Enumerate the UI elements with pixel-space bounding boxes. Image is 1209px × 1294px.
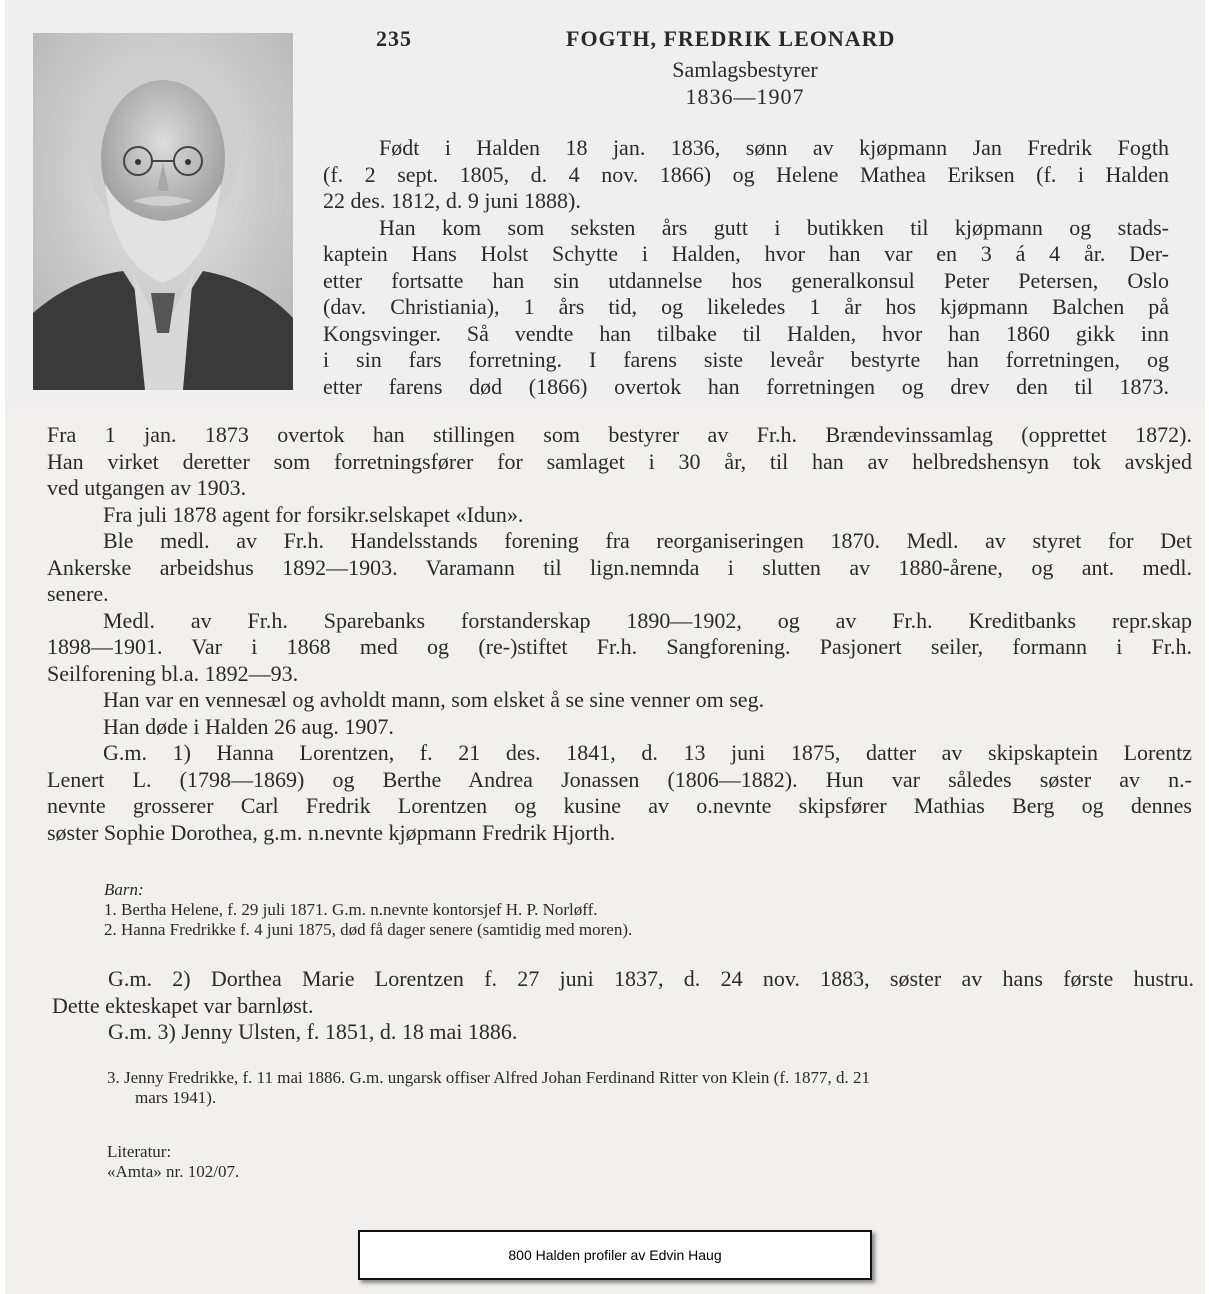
biography-text xyxy=(47,422,1192,846)
text-line: etter farens død (1866) overtok han forretningen og drev den til 1873. xyxy=(323,373,1169,399)
text-line: Fra 1 jan. 1873 overtok han stillingen som bestyrer av Fr.h. Brændevinssamlag (opprettet 1872). xyxy=(47,422,1192,447)
text-line: Han virket deretter som forretningsfører for samlaget i 30 år, til han av helbredshensyn tok avskjed xyxy=(47,448,1192,474)
text-line: G.m. 1) Hanna Lorentzen, f. 21 des. 1841, d. 13 juni 1875, datter av skipskaptein Lorentz xyxy=(103,740,1192,765)
text-line: nevnte grosserer Carl Fredrik Lorentzen og kusine av o.nevnte skipsfører Mathias Berg og dennes xyxy=(47,793,1192,818)
text-line: Fra juli 1878 agent for forsikr.selskapet «Idun». xyxy=(103,501,524,527)
occupation: Samlagsbestyrer xyxy=(672,57,818,82)
text-line: 1898—1901. Var i 1868 med og (re-)stiftet Fr.h. Sangforening. Pasjonert seiler, formann i Fr.h. xyxy=(47,634,1192,659)
text-line: Dette ekteskapet var barnløst. xyxy=(52,992,314,1018)
text-line: Han døde i Halden 26 aug. 1907. xyxy=(103,713,394,739)
text-line: Ble medl. av Fr.h. Handelsstands forening fra reorganiseringen 1870. Medl. av styret for Det xyxy=(103,528,1192,553)
literature-item: «Amta» nr. 102/07. xyxy=(107,1162,240,1181)
child-item: 2. Hanna Fredrikke f. 4 juni 1875, død få dager senere (samtidig med moren). xyxy=(104,920,633,939)
text-line: (f. 2 sept. 1805, d. 4 nov. 1866) og Helene Mathea Eriksen (f. i Halden xyxy=(323,161,1169,187)
page-number: 235 xyxy=(376,26,412,51)
children-heading: Barn: xyxy=(104,880,144,899)
text-line: G.m. 3) Jenny Ulsten, f. 1851, d. 18 mai 1886. xyxy=(108,1019,518,1044)
text-line: G.m. 2) Dorthea Marie Lorentzen f. 27 juni 1837, d. 24 nov. 1883, søster av hans første hustru. xyxy=(108,966,1194,991)
literature-section xyxy=(107,1142,507,1182)
text-line: i sin fars forretning. I farens siste leveår bestyrte han forretningen, og xyxy=(323,347,1169,372)
text-line: Lenert L. (1798—1869) og Berthe Andrea Jonassen (1806—1882). Hun var således søster av n.- xyxy=(47,766,1192,792)
child-item: 1. Bertha Helene, f. 29 juli 1871. G.m. n.nevnte kontorsjef H. P. Norløff. xyxy=(104,900,598,919)
text-line: (dav. Christiania), 1 års tid, og likeledes 1 år hos kjøpmann Balchen på xyxy=(323,294,1169,319)
text-line: ved utgangen av 1903. xyxy=(47,475,247,500)
text-line: søster Sophie Dorothea, g.m. n.nevnte kjøpmann Fredrik Hjorth. xyxy=(47,819,616,845)
text-line: Seilforening bl.a. 1892—93. xyxy=(47,660,299,686)
source-caption-text: 800 Halden profiler av Edvin Haug xyxy=(508,1247,722,1263)
later-marriages-text xyxy=(52,966,1194,1046)
source-caption xyxy=(358,1230,872,1280)
children-list-2 xyxy=(107,1068,1195,1108)
child-item-continued: mars 1941). xyxy=(135,1088,217,1107)
text-line: Kongsvinger. Så vendte han tilbake til Halden, hvor han 1860 gikk inn xyxy=(323,320,1169,346)
text-line: Ankerske arbeidshus 1892—1903. Varamann til lign.nemnda i slutten av 1880-årene, og ant. medl. xyxy=(47,554,1192,580)
child-item: 3. Jenny Fredrikke, f. 11 mai 1886. G.m. ungarsk offiser Alfred Johan Ferdinand Ritter von Klein (f. 1877, d. 21 xyxy=(107,1068,870,1087)
intro-text xyxy=(323,135,1169,400)
text-line: Født i Halden 18 jan. 1836, sønn av kjøpmann Jan Fredrik Fogth xyxy=(379,135,1169,160)
text-line: Han kom som seksten års gutt i butikken til kjøpmann og stads- xyxy=(379,214,1169,240)
text-line: 22 des. 1812, d. 9 juni 1888). xyxy=(323,188,581,213)
literature-heading: Literatur: xyxy=(107,1142,172,1161)
text-line: Medl. av Fr.h. Sparebanks forstanderskap 1890—1902, og av Fr.h. Kreditbanks repr.skap xyxy=(103,607,1192,633)
person-name: FOGTH, FREDRIK LEONARD xyxy=(566,26,896,51)
text-line: etter fortsatte han sin utdannelse hos generalkonsul Peter Petersen, Oslo xyxy=(323,267,1169,293)
children-list-1 xyxy=(104,880,1104,940)
text-line: kaptein Hans Holst Schytte i Halden, hvor han var en 3 á 4 år. Der- xyxy=(323,241,1169,266)
text-line: Han var en vennesæl og avholdt mann, som elsket å se sine venner om seg. xyxy=(103,687,765,712)
life-years: 1836—1907 xyxy=(685,84,805,109)
text-line: senere. xyxy=(47,581,109,606)
